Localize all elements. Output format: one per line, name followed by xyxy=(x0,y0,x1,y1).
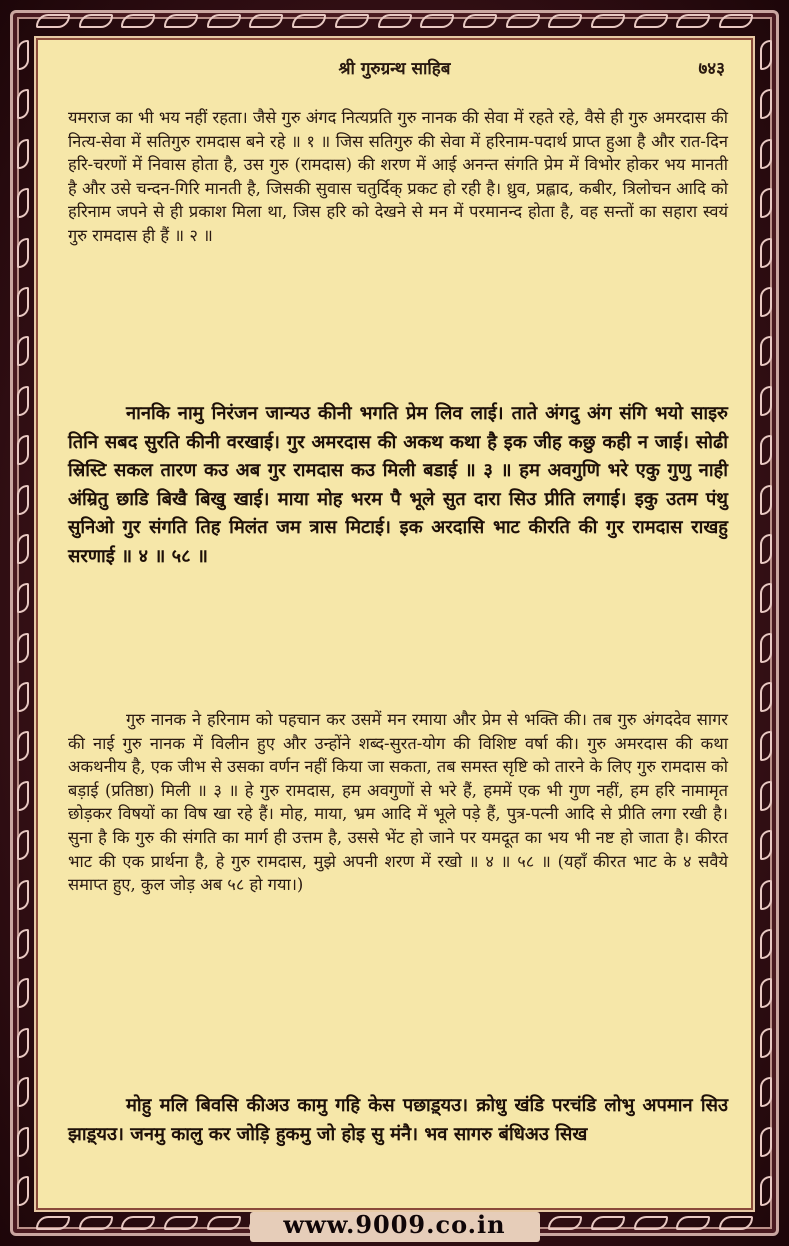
commentary-paragraph-1: यमराज का भी भय नहीं रहता। जैसे गुरु अंगद नित्यप्रति गुरु नानक की सेवा में रहते रहे, वैसे ही गुरु अमरदास की नित्य-सेवा में सतिगुरु रामदास बने रहे ॥ १ ॥ जिस सतिगुरु की सेवा में हरिनाम-पदार्थ प्राप्त हुआ है और रात-दिन हरि-चरणों में निवास होता है, उस गुरु (रामदास) की शरण में आई अनन्त संगति प्रेम में विभोर होकर भय मानती है और उसे चन्दन-गिरि मानती है, जिसकी सुवास चतुर्दिक् प्रकट हो रही है। ध्रुव, प्रह्लाद, कबीर, त्रिलोचन आदि को हरिनाम जपने से ही प्रकाश मिला था, जिस हरि को देखने से मन में परमानन्द होता है, वह सन्तों का सहारा स्वयं गुरु रामदास ही हैं ॥ २ ॥ xyxy=(68,108,728,245)
gurbani-verse-2: मोहु मलि बिवसि कीअउ कामु गहि केस पछाड़्यउ। क्रोधु खंडि परचंडि लोभु अपमान सिउ झाड़्यउ। जनमु कालु कर जोड़ि हुकमु जो होइ सु मंनै। भव सागरु बंधिअउ सिख xyxy=(68,1095,728,1145)
scripture-page xyxy=(38,40,751,1208)
site-url: www.9009.co.in xyxy=(283,1210,506,1239)
page-header xyxy=(38,56,751,82)
page-number: ७४३ xyxy=(698,59,725,79)
right-scroll-ornament xyxy=(755,40,777,1206)
left-scroll-ornament xyxy=(12,40,34,1206)
commentary-paragraph-2: गुरु नानक ने हरिनाम को पहचान कर उसमें मन रमाया और प्रेम से भक्ति की। तब गुरु अंगददेव सागर की नाई गुरु नानक में विलीन हुए और उन्होंने शब्द-सुरत-योग की विशिष्ट वर्षा की। गुरु अमरदास की कथा अकथनीय है, एक जीभ से उसका वर्णन नहीं किया जा सकता, तब समस्त सृष्टि को तारने के लिए गुरु रामदास को बड़ाई (प्रतिष्ठा) मिली ॥ ३ ॥ हे गुरु रामदास, हम अवगुणों से भरे हैं, हममें एक भी गुण नहीं, हम हरि नामामृत छोड़कर विषयों का विष खा रहे हैं। मोह, माया, भ्रम आदि में भूले पड़े हैं, पुत्र-पत्नी आदि से प्रीति लगा रखी है। सुना है कि गुरु की संगति का मार्ग ही उत्तम है, उससे भेंट हो जाने पर यमदूत का भय भी नष्ट हो जाता है। कीरत भाट की एक प्रार्थना है, हे गुरु रामदास, मुझे अपनी शरण में रखो ॥ ४ ॥ ५८ ॥ (यहाँ कीरत भाट के ४ सवैये समाप्त हुए, कुल जोड़ अब ५८ हो गया।) xyxy=(68,710,728,895)
gurbani-verse-1: नानकि नामु निरंजन जान्यउ कीनी भगति प्रेम लिव लाई। ताते अंगदु अंग संगि भयो साइरु तिनि सबद सुरति कीनी वरखाई। गुर अमरदास की अकथ कथा है इक जीह कछु कही न जाई। सोढी स्रिस्टि सकल तारण कउ अब गुर रामदास कउ मिली बडाई ॥ ३ ॥ हम अवगुणि भरे एकु गुणु नाही अंम्रितु छाडि बिखै बिखु खाई। माया मोह भरम पै भूले सुत दारा सिउ प्रीति लगाई। इकु उतम पंथु सुनिओ गुर संगति तिह मिलंत जम त्रास मिटाई। इक अरदासि भाट कीरति की गुर रामदास राखहु सरणाई ॥ ४ ॥ ५८ ॥ xyxy=(68,403,728,567)
top-scroll-ornament xyxy=(36,10,753,32)
page-title: श्री गुरुग्रन्थ साहिब xyxy=(338,59,451,79)
